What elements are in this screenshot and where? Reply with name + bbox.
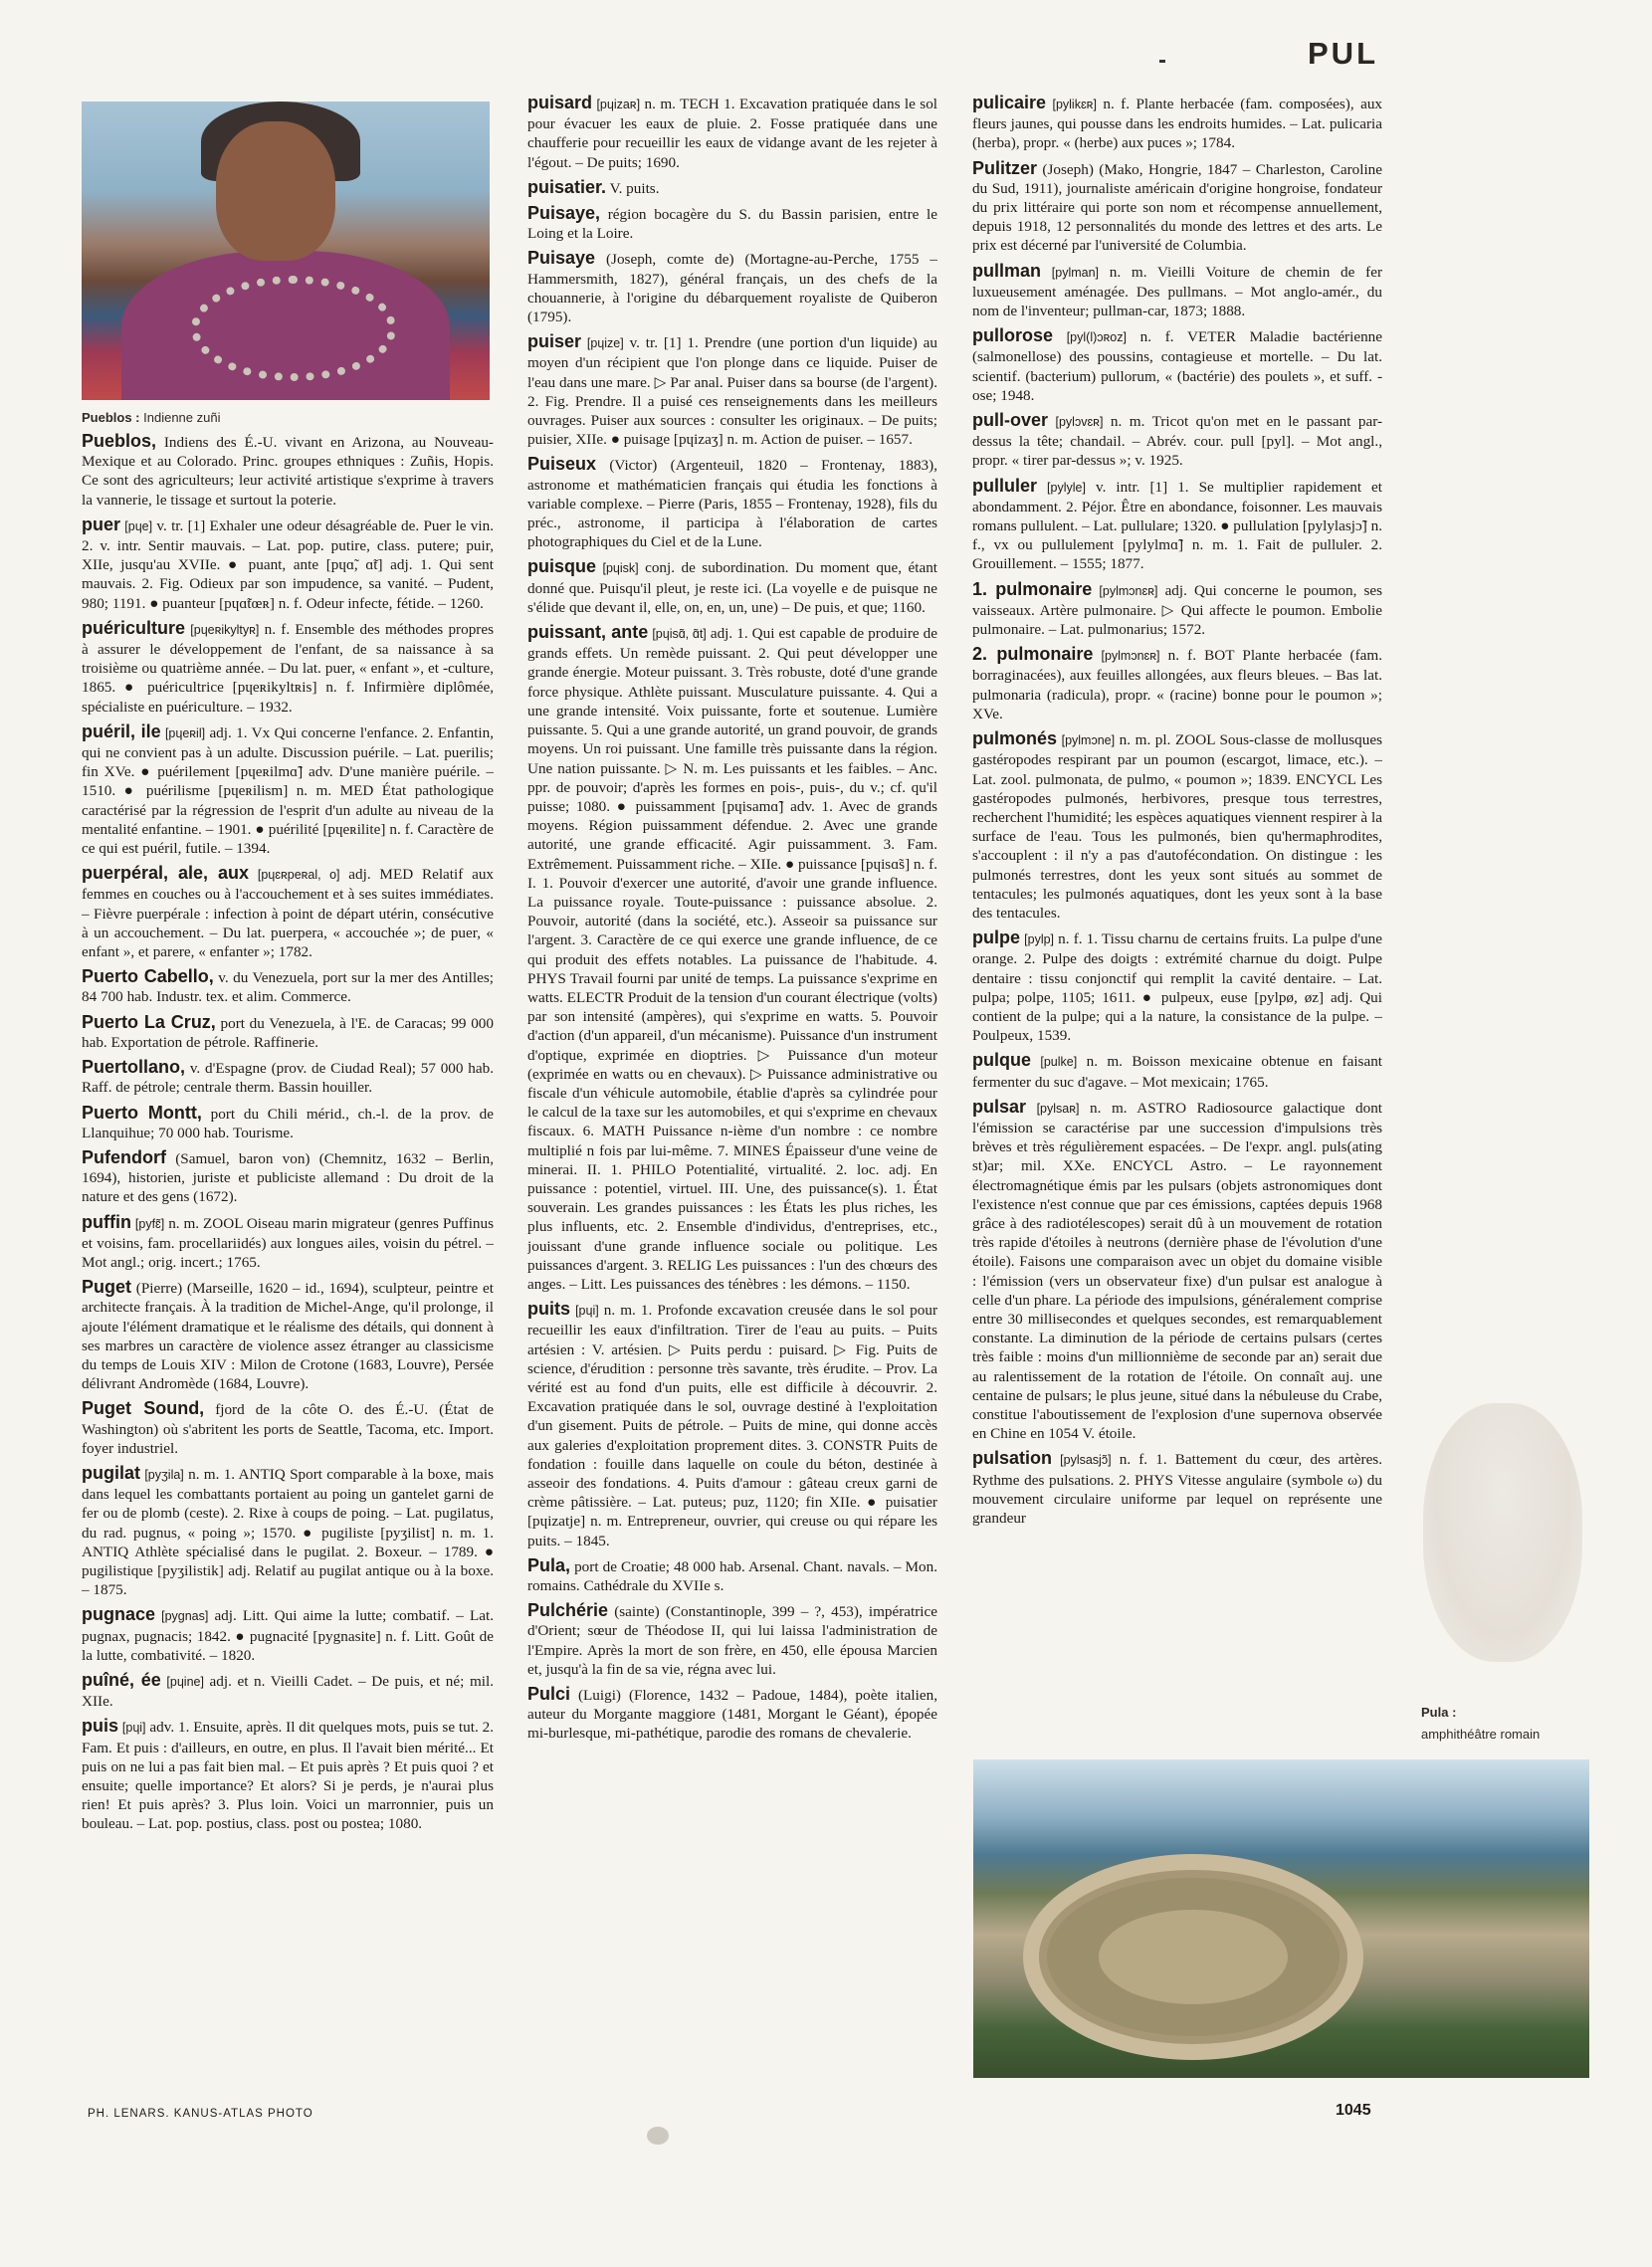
- entry-definition: adv. 1. Ensuite, après. Il dit quelques mots, puis se tut. 2. Fam. Et puis : d'ailleurs, en outre, en plus. Il l'avait bien mérité... Et puis on ne lui a pas fait bien mal. – Et puis après ? Et puis quoi ? et ensuite; quelle importance? Et alors? Si je perds, je n'aurai plus rien! Et puis après? 3. Plus loin. Voici un marronnier, puis un bouleau. – Lat. pop. postius, class. post ou postea; 1080.: [82, 1719, 494, 1833]
- dictionary-entry: [972, 262, 1382, 321]
- entry-pronunciation: [pɥisk]: [602, 561, 639, 576]
- entry-headword: pullorose: [972, 325, 1054, 346]
- entry-pronunciation: [pɥeʀikyltyʀ]: [190, 622, 260, 637]
- entry-pronunciation: [pyl(l)ɔʀoz]: [1066, 330, 1127, 345]
- entry-pronunciation: [pylyle]: [1047, 480, 1086, 495]
- pula-caption-text: amphithéâtre romain: [1421, 1727, 1541, 1742]
- entry-pronunciation: [pylmɔnɛʀ]: [1101, 649, 1160, 664]
- entry-pronunciation: [pɥizaʀ]: [596, 98, 641, 111]
- entry-headword: pullman: [972, 260, 1042, 281]
- dictionary-entry: [972, 928, 1382, 1045]
- entry-definition: (sainte) (Constantinople, 399 – ?, 453), impératrice d'Orient; sœur de Théodose II, qui lui laissa l'administration de l'Empire. Après la mort de son frère, en 450, elle épousa Marcien et, jusqu'à la fin de sa vie, régna avec lui.: [527, 1603, 937, 1678]
- entry-headword: puerpéral, ale, aux: [82, 863, 250, 884]
- entry-definition: n. m. Boisson mexicaine obtenue en faisant fermenter du suc d'agave. – Mot mexicain; 1765.: [972, 1053, 1382, 1091]
- entry-definition: (Luigi) (Florence, 1432 – Padoue, 1484), poète italien, auteur du Morgante maggiore (1481, Morgant le Géant), épopée mi-burlesque, mi-pathétique, parodie des romans de chevalerie.: [527, 1687, 937, 1743]
- entry-headword: Puerto Cabello,: [82, 966, 214, 987]
- entry-headword: Pueblos,: [82, 432, 157, 451]
- dictionary-entry: [82, 722, 494, 858]
- entry-definition: v. du Venezuela, port sur la mer des Antilles; 84 700 hab. Industr. tex. et alim. Commerce.: [82, 969, 494, 1006]
- entry-definition: n. m. pl. ZOOL Sous-classe de mollusques gastéropodes respirant par un poumon (escargot, limace, etc.). – Lat. zool. pulmonata, de pulmo, « poumon »; 1839. ENCYCL Les gastéropodes pulmonés, herbivores, presque tous terrestres, recherchent l'humidité; les espèces aquatiques viennent respirer à la surface de l'eau. Tous les pulmonés, bien qu'hermaphrodites, s'accouplent : il n'y a pas d'autofécondation. On distingue : les pulmonés terrestres, dont les yeux sont situés au sommet de tentacules; les pulmonés aquatiques, dont les yeux sont à la base des tentacules.: [972, 731, 1382, 922]
- entry-headword: 1. pulmonaire: [972, 578, 1093, 599]
- entry-headword: Pula,: [527, 1554, 571, 1575]
- entry-headword: puériculture: [82, 617, 186, 638]
- entry-headword: pulluler: [972, 475, 1038, 496]
- entry-pronunciation: [pylɔvɛʀ]: [1055, 415, 1104, 430]
- entry-pronunciation: [pɥisɑ̃, ɑ̃t]: [652, 627, 707, 642]
- column-3: [972, 94, 1382, 1716]
- entry-definition: n. f. 1. Battement du cœur, des artères. Rythme des pulsations. 2. PHYS Vitesse angulaire (symbole ω) du mouvement circulaire uniforme par lequel on représente une grandeur: [972, 1451, 1382, 1528]
- dictionary-entry: [527, 1556, 937, 1595]
- dictionary-entry: [82, 1013, 494, 1052]
- entry-pronunciation: [pygnas]: [161, 1609, 209, 1624]
- dictionary-entry: [82, 967, 494, 1006]
- entry-pronunciation: [pyfɛ̃]: [134, 1216, 165, 1231]
- dictionary-entry: [527, 94, 937, 172]
- entry-headword: puiser: [527, 331, 582, 352]
- entry-headword: puits: [527, 1299, 570, 1320]
- entry-definition: région bocagère du S. du Bassin parisien, entre le Loing et la Loire.: [527, 206, 937, 243]
- dictionary-entry: [82, 1464, 494, 1599]
- entry-definition: n. f. Ensemble des méthodes propres à assurer le développement de l'enfant, de sa naissance à sa troisième ou quatrième année. – Du lat. puer, « enfant », et -culture, 1865. ● puéricultrice [pɥeʀikyltʀis] n. f. Infirmière diplômée, spécialiste en puériculture. – 1932.: [82, 620, 494, 716]
- entry-headword: puéril, ile: [82, 721, 161, 741]
- entry-headword: Pulchérie: [527, 1600, 609, 1621]
- entry-headword: puer: [82, 514, 121, 534]
- entry-pronunciation: [pylmɔnɛʀ]: [1099, 583, 1158, 598]
- entry-definition: fjord de la côte O. des É.-U. (État de Washington) où s'abritent les ports de Seattle, Tacoma, etc. Import. foyer industriel.: [82, 1401, 494, 1457]
- entry-headword: pulmonés: [972, 728, 1058, 749]
- dictionary-entry: [972, 1449, 1382, 1528]
- entry-pronunciation: [pɥi]: [575, 1304, 599, 1319]
- entry-headword: Pulci: [527, 1684, 571, 1705]
- entry-headword: Puerto La Cruz,: [82, 1011, 216, 1032]
- dictionary-entry: [82, 864, 494, 961]
- dictionary-entry: [527, 1685, 937, 1744]
- entry-headword: pull-over: [972, 410, 1049, 431]
- entry-headword: 2. pulmonaire: [972, 644, 1094, 665]
- entry-headword: Puget Sound,: [82, 1398, 205, 1419]
- photo-figure-face: [216, 121, 335, 261]
- entry-definition: (Samuel, baron von) (Chemnitz, 1632 – Berlin, 1694), historien, juriste et publiciste allemand : Du droit de la nature et des gens (1672).: [82, 1149, 494, 1206]
- dictionary-entry: [82, 1717, 494, 1833]
- dictionary-entry: [972, 729, 1382, 923]
- running-head: PUL: [1308, 36, 1378, 71]
- entry-definition: adj. Qui concerne le poumon, ses vaisseaux. Artère pulmonaire. ▷ Qui affecte le poumon. Embolie pulmonaire. – Lat. pulmonarius; 1572.: [972, 581, 1382, 639]
- entry-headword: pugnace: [82, 1604, 156, 1625]
- entry-headword: puissant, ante: [527, 622, 649, 643]
- entry-headword: Puiseux: [527, 454, 597, 475]
- entry-headword: Puisaye: [527, 248, 596, 269]
- entry-pronunciation: [pɥɛʀpeʀal, o]: [257, 868, 340, 883]
- pueblos-caption-title: Pueblos :: [82, 410, 140, 425]
- entry-pronunciation: [pɥeʀil]: [164, 725, 206, 740]
- entry-definition: V. puits.: [609, 179, 660, 197]
- entry-definition: n. m. 1. Profonde excavation creusée dans le sol pour recueillir les eaux d'infiltration. Tirer de l'eau au puits. – Puits artésien : V. artésien. ▷ Puits perdu : puisard. ▷ Fig. Puits de science, d'érudition : personne très savante, très érudite. – Prov. La vérité est au fond d'un puits, elle est difficile à découvrir. 2. Excavation pratiquée dans le sol, ouvrage destiné à l'exploitation d'un gisement. Puits de pétrole. – Puits de mine, qui donne accès aux galeries d'exploitation proprement dites. 3. CONSTR Puits de fondation : fouille dans laquelle on coule du béton, destinée à asseoir des fondations. 4. Puits d'amour : gâteau creux garni de crème pâtissière. – Lat. puteus; puz, 1120; fin XIIe. ● puisatier [pɥizatje] n. m. Entrepreneur, ouvrier, qui creuse ou qui répare les puits. – 1845.: [527, 1302, 937, 1549]
- entry-definition: n. m. Vieilli Voiture de chemin de fer luxueusement aménagée. Des pullmans. – Mot anglo-amér., du nom de l'inventeur; pullman-car, 1873; 1888.: [972, 263, 1382, 320]
- dictionary-entry: [82, 1213, 494, 1273]
- dictionary-entry: [82, 515, 494, 613]
- pueblos-caption: [82, 410, 220, 425]
- photo-credit: PH. LENARS. KANUS-ATLAS PHOTO: [88, 2108, 313, 2120]
- entry-headword: Puerto Montt,: [82, 1102, 202, 1123]
- dictionary-entry: [82, 1104, 494, 1142]
- dictionary-entry: [972, 580, 1382, 640]
- entry-pronunciation: [pulke]: [1040, 1055, 1078, 1070]
- dictionary-entry: [82, 1058, 494, 1097]
- entry-definition: (Victor) (Argenteuil, 1820 – Frontenay, 1883), astronome et mathématicien français qui étudia les fonctions à variable complexe. – Pierre (Paris, 1855 – Frontenay, 1928), fils du préc., astronome, il participa à l'élaboration de cartes photographiques du Ciel et de la Lune.: [527, 457, 937, 551]
- dictionary-entry: [82, 619, 494, 717]
- print-mark: [1159, 60, 1165, 63]
- faded-portrait: [1423, 1403, 1582, 1662]
- dictionary-entry: [972, 1051, 1382, 1091]
- entry-pronunciation: [pɥine]: [166, 1674, 204, 1689]
- dictionary-entry: [527, 1300, 937, 1550]
- dictionary-entry: [527, 178, 937, 198]
- entry-headword: puisatier.: [527, 176, 607, 197]
- entry-pronunciation: [pylikɛʀ]: [1052, 98, 1097, 111]
- entry-headword: pulicaire: [972, 94, 1047, 112]
- entry-definition: n. f. 1. Tissu charnu de certains fruits. La pulpe d'une orange. 2. Pulpe des doigts : extrémité charnue du doigt. Pulpe dentaire : tissu conjonctif qui remplit la cavité dentaire. – Lat. pulpa; polpe, 1105; 1611. ● pulpeux, euse [pylpø, øz] adj. Qui contient de la pulpe; qui a la nature, la consistance de la pulpe. – Poulpeux, 1539.: [972, 930, 1382, 1045]
- entry-definition: v. tr. [1] 1. Prendre (une portion d'un liquide) au moyen d'un récipient que l'on plonge dans ce liquide. Puiser de l'eau dans une mare. ▷ Par anal. Puiser dans sa bourse (de l'argent). 2. Fig. Prendre. Il a puisé ces renseignements dans les meilleurs ouvrages. Puiser aux sources : consulter les originaux. – De puits; puisier, XIIe. ● puisage [pɥizaʒ] n. m. Action de puiser. – 1657.: [527, 334, 937, 449]
- entry-pronunciation: [pyʒila]: [144, 1467, 184, 1482]
- entry-headword: Puisaye,: [527, 203, 601, 224]
- entry-definition: n. f. BOT Plante herbacée (fam. borraginacées), aux feuilles allongées, aux fleurs bleues. – Bas lat. pulmonaria (radicula), propr. « (racine) bonne pour le poumon »; XVe.: [972, 647, 1382, 722]
- entry-definition: (Joseph) (Mako, Hongrie, 1847 – Charleston, Caroline du Sud, 1911), journaliste américain d'origine hongroise, fondateur du prix littéraire qui porte son nom et récompense annuellement, depuis 1918, 12 personnalités du monde des lettres et des arts. Le prix est décerné par l'université de Columbia.: [972, 160, 1382, 255]
- dictionary-entry: [527, 1601, 937, 1679]
- dictionary-entry: [972, 645, 1382, 723]
- entry-definition: conj. de subordination. Du moment que, étant donné que. Puisqu'il pleut, je reste ici. (La voyelle e de puisque ne s'élide que devant il, elle, on, en, un, une) – De puis, et que; 1160.: [527, 559, 937, 616]
- entry-definition: n. f. VETER Maladie bactérienne (salmonellose) des poussins, contagieuse et mortelle. – Du lat. scientif. (bacterium) pullorum, « (bactérie) des poulets », et suff. -ose; 1948.: [972, 328, 1382, 404]
- dictionary-entry: [527, 455, 937, 551]
- entry-headword: pulsation: [972, 1448, 1052, 1469]
- entry-pronunciation: [pɥize]: [586, 336, 624, 351]
- entry-pronunciation: [pɥe]: [124, 518, 153, 533]
- entry-definition: n. f. Plante herbacée (fam. composées), aux fleurs jaunes, qui pousse dans les endroits humides. – Lat. pulicaria (herba), propr. « (herbe) aux puces »; 1784.: [972, 96, 1382, 152]
- entry-definition: adj. et n. Vieilli Cadet. – De puis, et né; mil. XIIe.: [82, 1672, 494, 1711]
- entry-definition: v. d'Espagne (prov. de Ciudad Real); 57 000 hab. Raff. de pétrole; centrale therm. Bassin houiller.: [82, 1060, 494, 1097]
- entry-headword: puffin: [82, 1211, 131, 1232]
- entry-definition: port de Croatie; 48 000 hab. Arsenal. Chant. navals. – Mon. romains. Cathédrale du XVIIe s.: [527, 1557, 937, 1595]
- entry-headword: puisque: [527, 556, 597, 577]
- pueblos-caption-text: Indienne zuñi: [143, 410, 221, 425]
- entry-headword: puis: [82, 1716, 119, 1737]
- dictionary-entry: [527, 557, 937, 617]
- entry-definition: v. tr. [1] Exhaler une odeur désagréable de. Puer le vin. 2. v. intr. Sentir mauvais. – Lat. pop. putire, class. putere; puir, XIIe, jusqu'au XVIIe. ● puant, ante [pɥɑ̃, ɑ̃t] adj. 1. Qui sent mauvais. 2. Fig. Odieux par son impudence, sa vanité. – Pudent, 980; 1191. ● puanteur [pɥɑ̃tœʀ] n. f. Odeur infecte, fétide. – 1260.: [82, 516, 494, 612]
- dictionary-entry: [82, 1148, 494, 1207]
- dictionary-entry: [527, 204, 937, 243]
- entry-definition: port du Venezuela, à l'E. de Caracas; 99 000 hab. Exportation de pétrole. Raffinerie.: [82, 1014, 494, 1051]
- entry-headword: Puertollano,: [82, 1057, 186, 1078]
- dictionary-entry: [527, 332, 937, 449]
- smudge-mark: [647, 2127, 669, 2145]
- pula-caption-title: Pula :: [1421, 1705, 1457, 1720]
- entry-definition: port du Chili mérid., ch.-l. de la prov. de Llanquihue; 70 000 hab. Tourisme.: [82, 1105, 494, 1141]
- entry-headword: pulque: [972, 1050, 1031, 1071]
- entry-definition: Indiens des É.-U. vivant en Arizona, au Nouveau-Mexique et au Colorado. Princ. groupes ethniques : Zuñis, Hopis. Ce sont des agriculteurs; leur activité artistique s'exprime à travers la vannerie, le tissage et surtout la poterie.: [82, 434, 494, 509]
- entry-definition: (Pierre) (Marseille, 1620 – id., 1694), sculpteur, peintre et architecte français. À la tradition de Michel-Ange, qu'il prolonge, il ajoute l'élément dramatique et le réalisme des détails, qui donnent à ses marbres un caractère de violence assez étranger au classicisme du temps de Louis XIV : Milon de Crotone (1683, Louvre), Persée délivrant Andromède (1684, Louvre).: [82, 1280, 494, 1393]
- entry-pronunciation: [pylsasjɔ̃]: [1060, 1453, 1112, 1468]
- entry-headword: pulsar: [972, 1096, 1027, 1117]
- photo-arena-floor: [1099, 1910, 1288, 2004]
- entry-definition: adj. 1. Qui est capable de produire de grands effets. Un remède puissant. 2. Qui peut développer une grande énergie. Moteur puissant. 3. Très robuste, doté d'une grande force physique. Athlète puissant. Musculature puissante. 4. Qui a une grande intensité. Voix puissante, forte et soutenue. Lumière puissante. 5. Qui a une grande autorité, un grand pouvoir, de grands moyens. Un roi puissant. Une famille très puissante dans la région. Une nation puissante. ▷ N. m. Les puissants et les faibles. – Anc. ppr. de pouvoir; d'après les formes en pois-, puis-, du v.; cf. qu'il puisse; 1080. ● puissamment [pɥisamɑ̃] adv. 1. Avec de grands moyens. Région puissamment défendue. 2. Avec une grande autorité, une grande efficacité. Agir puissamment. 3. Fam. Extrêmement. Puissamment riche. – XIIe. ● puissance [pɥisɑ̃s] n. f. I. 1. Pouvoir d'exercer une autorité, d'avoir une grande influence. La puissance royale. Toute-puissance : puissance absolue. 2. Pouvoir, autorité (dans la société, etc.). Asseoir sa puissance sur l'argent. 3. Caractère de ce qui exerce une grande influence, de ce qui produit des effets notables. La puissance de l'habitude. 4. PHYS Travail fourni par unité de temps. La puissance s'exprime en watts. ELECTR Produit de la tension d'un courant électrique (volts) par son intensité (ampères), qui s'exprime en watts. 5. Pouvoir d'action (d'un appareil, d'un mécanisme). Puissance d'un instrument d'optique, exprimée en dioptries. ▷ Puissance d'un moteur (exprimée en watts ou en chevaux). ▷ Puissance administrative ou fiscale d'un véhicule automobile, établie d'après sa cylindrée pour le calcul de la taxe sur les automobiles, et qui s'exprime en chevaux fiscaux. 6. MATH Puissance n-ième d'un nombre : ce nombre multiplié n fois par lui-même. 7. MINES Épaisseur d'une veine de minerai. II. 1. PHILO Potentialité, virtualité. 2. loc. adj. En puissance : potentiel, virtuel. III. Une, des puissance(s). 1. État souverain. Les grandes puissances : les États les plus riches, les plus influents, etc. 2. Ensemble d'individus, d'entreprises, etc., jouissant d'une grande influence sociale ou politique. Les puissances d'argent. 3. RELIG Les puissances : l'un des chœurs des anges. – Litt. Les puissances des ténèbres : les démons. – 1150.: [527, 625, 937, 1293]
- dictionary-entry: [972, 1098, 1382, 1444]
- entry-definition: adj. 1. Vx Qui concerne l'enfance. 2. Enfantin, qui ne convient pas à un adulte. Discussion puérile. – Lat. puerilis; fin XVe. ● puérilement [pɥeʀilmɑ̃] adv. D'une manière puérile. – 1510. ● puérilisme [pɥeʀilism] n. m. MED État pathologique caractérisé par la régression de l'esprit d'un adulte au niveau de la mentalité enfantine. – 1901. ● puérilité [pɥeʀilite] n. f. Caractère de ce qui est puéril, futile. – 1394.: [82, 723, 494, 858]
- photo-amphitheatre: [1023, 1854, 1363, 2060]
- entry-headword: Puget: [82, 1277, 132, 1298]
- dictionary-entry: [82, 432, 494, 510]
- column-2: [527, 94, 937, 2084]
- dictionary-entry: [972, 94, 1382, 153]
- dictionary-entry: [972, 477, 1382, 574]
- entry-pronunciation: [pɥi]: [121, 1721, 146, 1736]
- dictionary-entry: [82, 1671, 494, 1711]
- dictionary-entry: [972, 326, 1382, 405]
- entry-definition: n. m. TECH 1. Excavation pratiquée dans le sol pour évacuer les eaux de pluie. 2. Fosse pratiquée dans une chaufferie pour recueillir les eaux de vidange avant de les rejeter à l'égout. – De puits; 1690.: [527, 96, 937, 171]
- entry-definition: v. intr. [1] 1. Se multiplier rapidement et abondamment. 2. Péjor. Être en abondance, foisonner. Les mauvais romans pullulent. – Lat. pullulare; 1320. ● pullulation [pylylasjɔ̃] n. f., vx ou pullulement [pylylmɑ̃] n. m. 1. Fait de pulluler. 2. Grouillement. – 1555; 1877.: [972, 478, 1382, 573]
- photo-figure-necklace: [191, 276, 396, 381]
- entry-headword: Pufendorf: [82, 1146, 166, 1167]
- entry-definition: n. m. 1. ANTIQ Sport comparable à la boxe, mais dans lequel les combattants portaient au poing un gantelet garni de fer ou de plomb (ceste). 2. Rixe à coups de poing. – Lat. pugilatus, du rad. pugnus, « poing »; 1570. ● pugiliste [pyʒilist] n. m. 1. ANTIQ Athlète spécialisé dans le pugilat. 2. Boxeur. – 1789. ● pugilistique [pyʒilistik] adj. Relatif au pugilat antique ou à la boxe. – 1875.: [82, 1465, 494, 1599]
- entry-definition: n. m. ASTRO Radiosource galactique dont l'émission se caractérise par une succession d'impulsions très brèves et très régulièrement espacées. – De l'expr. angl. puls(ating st)ar; mil. XXe. ENCYCL Astro. – Le rayonnement électromagnétique émis par les pulsars (objets astronomiques dont l'existence n'est connue que par ces émissions, captées depuis 1968 grâce à des radiotélescopes) serait dû à un mouvement de rotation très rapide d'étoiles à neutrons (dernière phase de l'évolution d'une étoile). Faisons une comparaison avec un objet du domaine visible : l'émission (vers un observateur fixe) d'un pulsar est analogue à celle d'un phare. La période des impulsions, généralement comprise entre 30 millisecondes et quelques secondes, est remarquablement constante. La diminution de la période de certains pulsars (certes très faible : moins d'un millionnième de seconde par an) serait due au ralentissement de la rotation de l'étoile. On connaît auj. une centaine de pulsars; le plus jeune, situé dans la nébuleuse du Crabe, constitue l'aboutissement de l'explosion d'une supernova observée en Chine en 1054 V. étoile.: [972, 1099, 1382, 1443]
- entry-headword: puisard: [527, 94, 593, 112]
- dictionary-entry: [82, 1278, 494, 1393]
- dictionary-entry: [527, 249, 937, 326]
- entry-pronunciation: [pylsaʀ]: [1036, 1101, 1080, 1116]
- entry-pronunciation: [pylp]: [1024, 932, 1055, 947]
- page-number: 1045: [1336, 2102, 1371, 2119]
- column-1: [82, 432, 494, 2084]
- entry-headword: pugilat: [82, 1462, 140, 1483]
- dictionary-entry: [82, 1399, 494, 1458]
- pula-photo: [973, 1759, 1589, 2078]
- pula-caption: [1421, 1702, 1540, 1746]
- entry-definition: adj. Litt. Qui aime la lutte; combatif. – Lat. pugnax, pugnacis; 1842. ● pugnacité [pygnasite] n. f. Litt. Goût de la lutte, combativité. – 1820.: [82, 1607, 494, 1664]
- dictionary-entry: [972, 159, 1382, 256]
- dictionary-entry: [972, 411, 1382, 471]
- entry-headword: pulpe: [972, 927, 1020, 948]
- dictionary-entry: [527, 623, 937, 1294]
- entry-pronunciation: [pylman]: [1051, 265, 1100, 280]
- entry-definition: adj. MED Relatif aux femmes en couches ou à l'accouchement et à ses suites immédiates. – Fièvre puerpérale : infection à point de départ utérin, consécutive à un accouchement. – Du lat. puerpera, « accouchée »; de puer, « enfant », et parere, « enfanter »; 1782.: [82, 866, 494, 961]
- entry-headword: Pulitzer: [972, 157, 1038, 178]
- entry-pronunciation: [pylmɔne]: [1061, 733, 1116, 748]
- entry-definition: (Joseph, comte de) (Mortagne-au-Perche, 1755 – Hammersmith, 1827), général français, un des chefs de la chouannerie, à l'origine du débarquement royaliste de Quiberon (1795).: [527, 251, 937, 326]
- pueblos-photo: [82, 102, 490, 400]
- entry-definition: n. m. ZOOL Oiseau marin migrateur (genres Puffinus et voisins, fam. procellariidés) aux longues ailes, voisin du pétrel. – Mot angl.; orig. incert.; 1765.: [82, 1214, 494, 1271]
- entry-headword: puîné, ée: [82, 1669, 161, 1690]
- entry-definition: n. m. Tricot qu'on met en le passant par-dessus la tête; chandail. – Abrév. cour. pull [pyl]. – Mot angl., propr. « tirer par-dessus »; v. 1925.: [972, 413, 1382, 470]
- dictionary-entry: [82, 1605, 494, 1665]
